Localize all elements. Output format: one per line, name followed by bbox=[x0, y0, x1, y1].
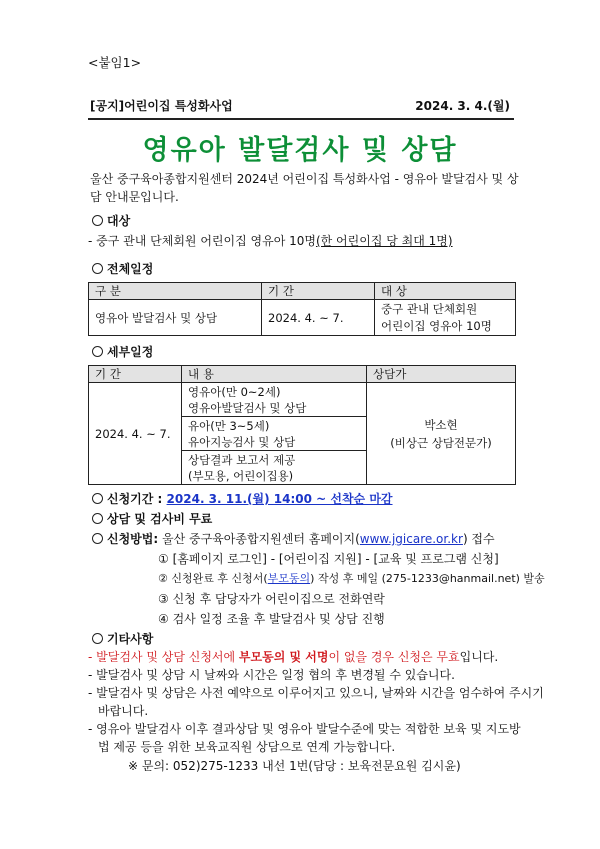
circle-bullet-icon bbox=[92, 215, 103, 226]
other-note: 법 제공 등을 위한 보육교직원 상담으로 연계 가능합니다. bbox=[98, 740, 396, 754]
detail-schedule-table bbox=[88, 365, 516, 485]
other-note: - 발달검사 및 상담 시 날짜와 시간은 일정 협의 후 변경될 수 있습니다. bbox=[88, 668, 455, 682]
other-note: - 발달검사 및 상담 신청서에 부모동의 및 서명이 없을 경우 신청은 무효입니다. bbox=[88, 650, 499, 664]
apply-method: 신청방법: 울산 중구육아종합지원센터 홈페이지(www.jgicare.or.kr) 접수 bbox=[92, 530, 495, 547]
other-note: - 발달검사 및 상담은 사전 예약으로 이루어지고 있으니, 날짜와 시간을 엄수하여 주시기 bbox=[88, 686, 544, 700]
table-cell: 2024. 4. ~ 7. bbox=[89, 383, 182, 485]
overall-schedule-table bbox=[88, 282, 516, 336]
table-cell: 영유아(만 0~2세) 영유아발달검사 및 상담 bbox=[182, 383, 367, 417]
apply-step: ② 신청완료 후 신청서(부모동의) 작성 후 메일 (275-1233@hanmail.net) 발송 bbox=[158, 572, 545, 585]
apply-period: 신청기간 : 2024. 3. 11.(월) 14:00 ~ 선착순 마감 bbox=[92, 490, 393, 507]
table-header: 기 간 bbox=[89, 366, 182, 383]
page-title: 영유아 발달검사 및 상담 bbox=[142, 135, 458, 166]
circle-bullet-icon bbox=[92, 513, 103, 524]
apply-step: ③ 신청 후 담당자가 어린이집으로 전화연락 bbox=[158, 592, 385, 606]
contact-info: ※ 문의: 052)275-1233 내선 1번(담당 : 보육전문요원 김시윤) bbox=[128, 759, 461, 773]
table-header: 대 상 bbox=[375, 283, 516, 300]
other-note: - 영유아 발달검사 이후 결과상담 및 영유아 발달수준에 맞는 적합한 보육 및 지도방 bbox=[88, 722, 521, 736]
notice-title: [공지]어린이집 특성화사업 bbox=[90, 99, 233, 113]
apply-step: ④ 검사 일정 조율 후 발달검사 및 상담 진행 bbox=[158, 612, 385, 626]
table-header: 기 간 bbox=[262, 283, 375, 300]
circle-bullet-icon bbox=[92, 263, 103, 274]
circle-bullet-icon bbox=[92, 533, 103, 544]
header-divider bbox=[88, 118, 514, 120]
table-cell: 중구 관내 단체회원 어린이집 영유아 10명 bbox=[375, 300, 516, 336]
section-other-heading: 기타사항 bbox=[92, 630, 153, 647]
table-cell: 2024. 4. ~ 7. bbox=[262, 300, 375, 336]
table-cell: 유아(만 3~5세) 유아지능검사 및 상담 bbox=[182, 417, 367, 451]
table-cell: 상담결과 보고서 제공 (부모용, 어린이집용) bbox=[182, 451, 367, 485]
section-overall-schedule-heading: 전체일정 bbox=[92, 260, 153, 277]
circle-bullet-icon bbox=[92, 346, 103, 357]
attachment-label: <붙임1> bbox=[88, 55, 142, 70]
circle-bullet-icon bbox=[92, 633, 103, 644]
target-line: - 중구 관내 단체회원 어린이집 영유아 10명(한 어린이집 당 최대 1명) bbox=[88, 234, 453, 248]
section-target-heading: 대상 bbox=[92, 212, 130, 229]
counselor-cell: 박소현 (비상근 상담전문가) bbox=[367, 383, 516, 485]
other-note: 바랍니다. bbox=[98, 704, 149, 718]
intro-text: 울산 중구육아종합지원센터 2024년 어린이집 특성화사업 - 영유아 발달검사 및 상담 안내문입니다. bbox=[90, 172, 519, 204]
apply-period-value: 2024. 3. 11.(월) 14:00 ~ 선착순 마감 bbox=[166, 492, 393, 506]
fee-notice: 상담 및 검사비 무료 bbox=[92, 510, 212, 527]
notice-date: 2024. 3. 4.(월) bbox=[415, 99, 510, 113]
circle-bullet-icon bbox=[92, 493, 103, 504]
table-header: 내 용 bbox=[182, 366, 367, 383]
table-header: 구 분 bbox=[89, 283, 262, 300]
section-detail-schedule-heading: 세부일정 bbox=[92, 343, 153, 360]
apply-step: ① [홈페이지 로그인] - [어린이집 지원] - [교육 및 프로그램 신청] bbox=[158, 552, 499, 566]
table-cell: 영유아 발달검사 및 상담 bbox=[89, 300, 262, 336]
website-link[interactable]: www.jgicare.or.kr bbox=[359, 532, 463, 546]
table-header: 상담가 bbox=[367, 366, 516, 383]
